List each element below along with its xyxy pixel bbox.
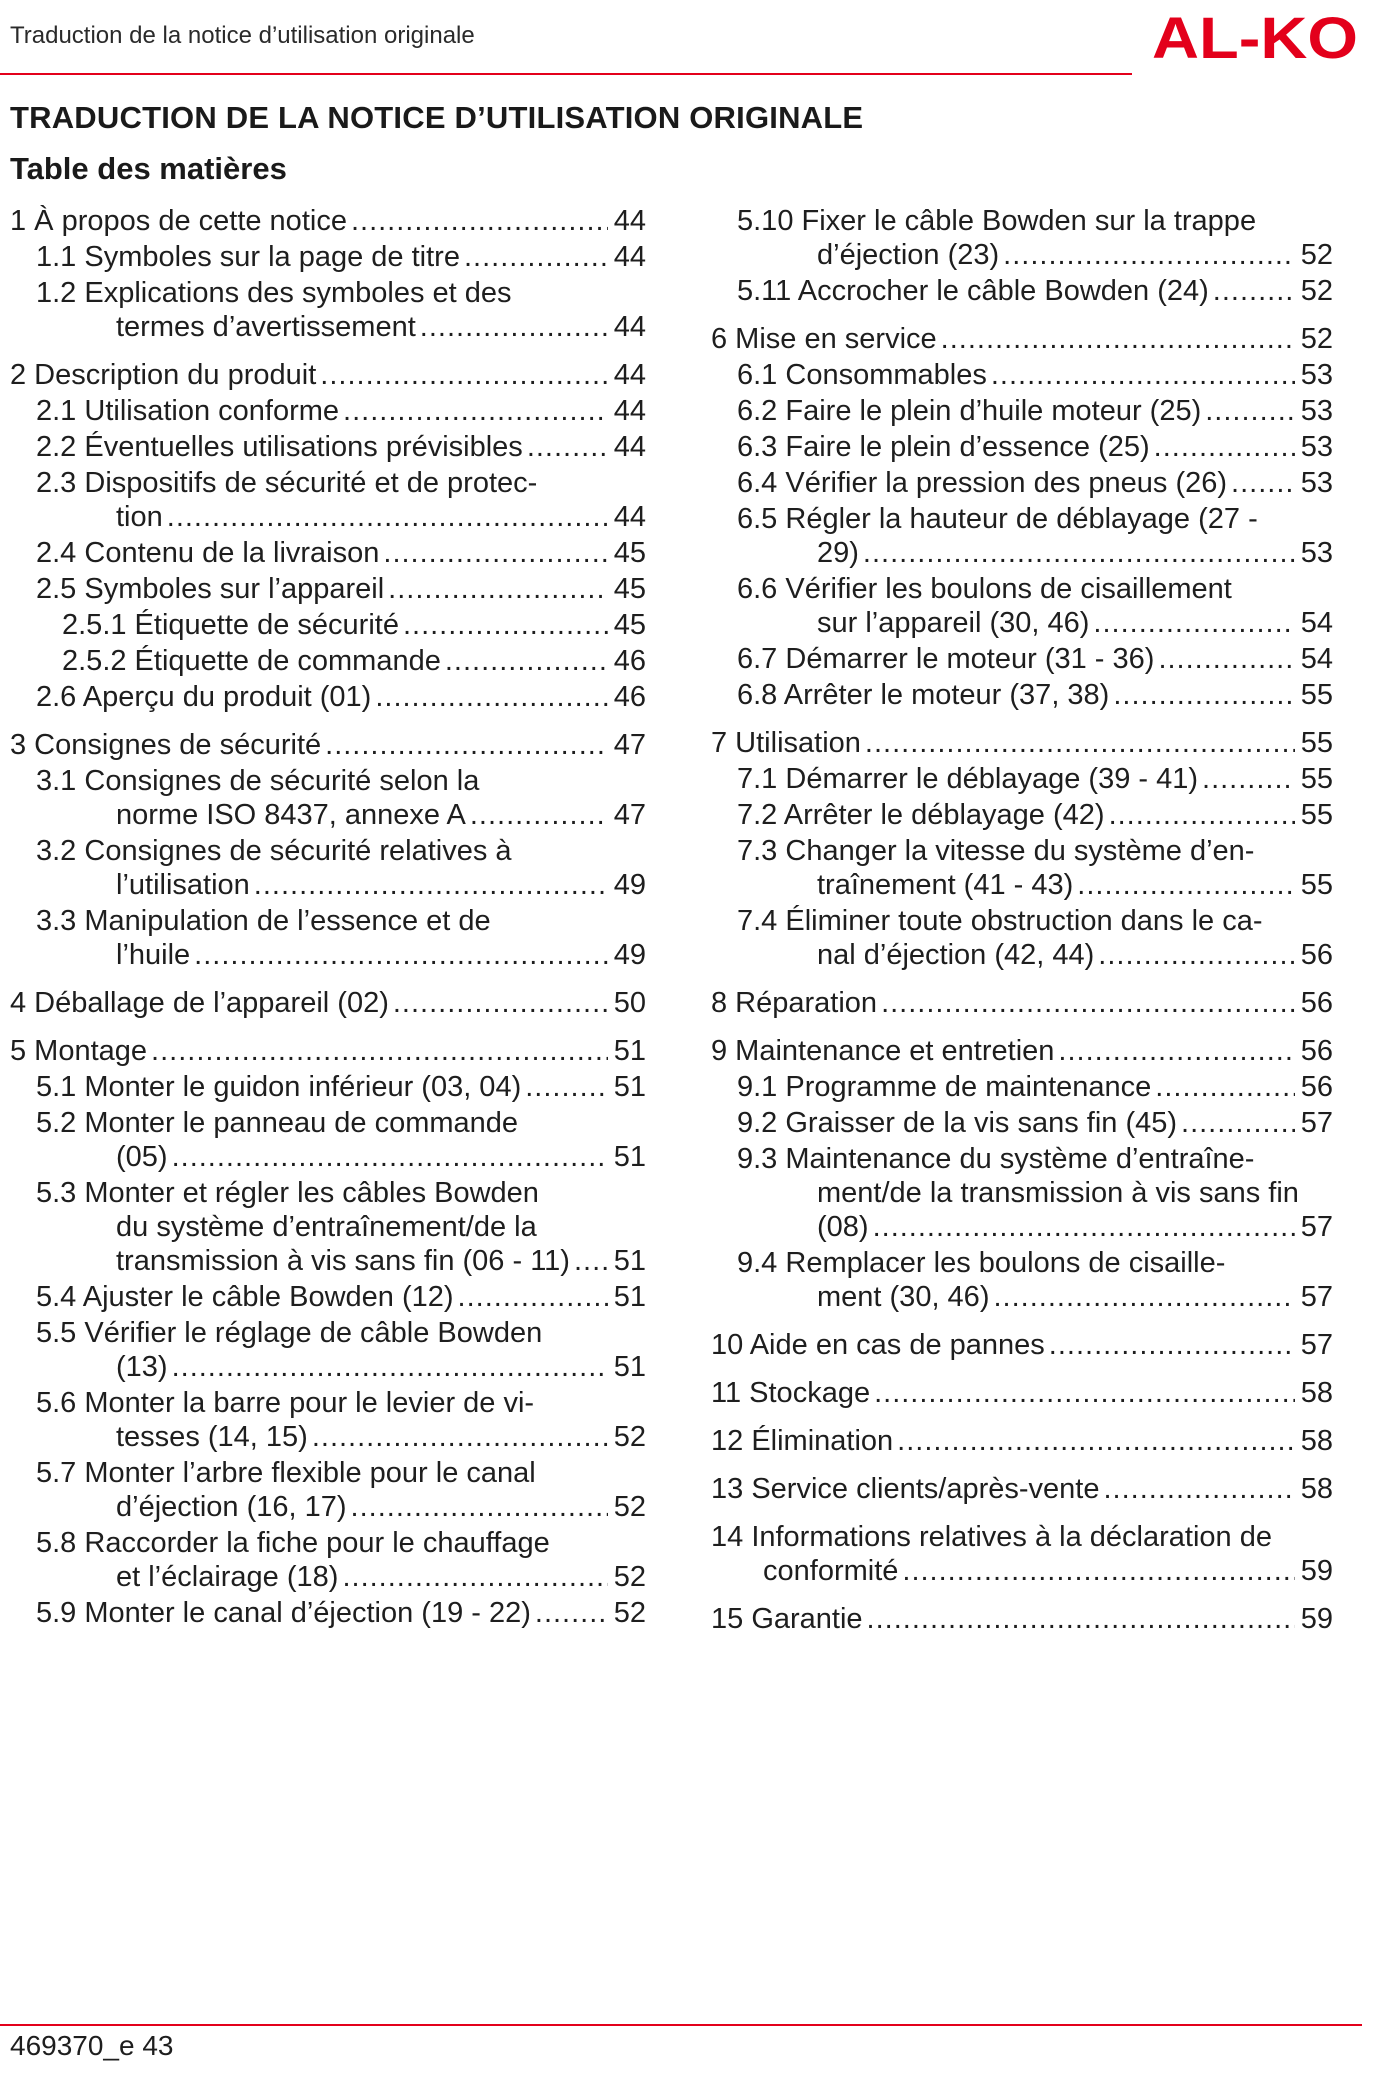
toc-entry[interactable] <box>711 502 1333 570</box>
toc-entry[interactable] <box>711 1424 1333 1458</box>
toc-entry-title: (05) <box>116 1141 168 1173</box>
toc-entry-title: 1 À propos de cette notice <box>10 205 347 237</box>
toc-entry-title: 5.10 Fixer le câble Bowden sur la trappe <box>737 205 1257 237</box>
toc-entry-title: 2.4 Contenu de la livraison <box>36 537 380 569</box>
toc-entry-title: 2.6 Aperçu du produit (01) <box>36 681 372 713</box>
toc-entry-title: 5.8 Raccorder la fiche pour le chauffage <box>36 1527 550 1559</box>
toc-page-number: 52 <box>613 1421 646 1453</box>
toc-entry[interactable] <box>711 1106 1333 1140</box>
toc-leader-dots <box>470 798 608 832</box>
toc-leader-dots <box>383 536 607 570</box>
toc-entry-title: ment/de la transmission à vis sans fin <box>817 1177 1299 1209</box>
toc-entry-title: 2.3 Dispositifs de sécurité et de protec- <box>36 467 538 499</box>
toc-leader-dots <box>1181 1106 1295 1140</box>
toc-page-number: 59 <box>1300 1603 1333 1635</box>
toc-entry[interactable] <box>10 466 646 534</box>
header-rule <box>0 73 1132 75</box>
toc-leader-dots <box>1154 430 1295 464</box>
toc-entry-title: norme ISO 8437, annexe A <box>116 799 466 831</box>
toc-entry[interactable] <box>10 536 646 570</box>
toc-column-left <box>10 204 646 1630</box>
toc-leader-dots <box>991 358 1295 392</box>
toc-leader-dots <box>351 204 608 238</box>
toc-leader-dots <box>867 1602 1295 1636</box>
toc-page-number: 55 <box>1300 763 1333 795</box>
toc-entry-title: 3.3 Manipulation de l’essence et de <box>36 905 491 937</box>
toc-entry-title: 4 Déballage de l’appareil (02) <box>10 987 389 1019</box>
toc-page-number: 57 <box>1300 1329 1333 1361</box>
toc-entry-title: 2.5.2 Étiquette de commande <box>62 645 441 677</box>
toc-entry-title: 3 Consignes de sécurité <box>10 729 322 761</box>
toc-entry-title: 8 Réparation <box>711 987 878 1019</box>
toc-page-number: 53 <box>1300 467 1333 499</box>
toc-entry[interactable] <box>10 572 646 606</box>
alko-logo <box>1148 8 1362 68</box>
toc-entry-title: transmission à vis sans fin (06 - 11) <box>116 1245 570 1277</box>
toc-entry-title: 14 Informations relatives à la déclaration de <box>711 1521 1272 1553</box>
toc-leader-dots <box>151 1034 608 1068</box>
toc-page-number: 53 <box>1300 537 1333 569</box>
toc-entry-title: sur l’appareil (30, 46) <box>817 607 1090 639</box>
toc-column-right <box>711 204 1333 1636</box>
toc-leader-dots <box>342 1560 607 1594</box>
toc-entry-title: 5.3 Monter et régler les câbles Bowden <box>36 1177 539 1209</box>
toc-leader-dots <box>535 1596 608 1630</box>
toc-page-number: 44 <box>613 311 646 343</box>
toc-page-number: 53 <box>1300 431 1333 463</box>
toc-entry-title: 29) <box>817 537 859 569</box>
toc-entry-title: tion <box>116 501 163 533</box>
toc-entry-title: 5 Montage <box>10 1035 148 1067</box>
toc-leader-dots <box>445 644 608 678</box>
toc-entry-title: 7.1 Démarrer le déblayage (39 - 41) <box>737 763 1199 795</box>
toc-entry[interactable] <box>711 1520 1333 1588</box>
toc-leader-dots <box>1113 678 1294 712</box>
toc-entry-title: 7.2 Arrêter le déblayage (42) <box>737 799 1105 831</box>
toc-leader-dots <box>1231 466 1295 500</box>
toc-page-number: 55 <box>1300 799 1333 831</box>
toc-entry-title: (13) <box>116 1351 168 1383</box>
toc-entry-title: 5.1 Monter le guidon inférieur (03, 04) <box>36 1071 522 1103</box>
toc-leader-dots <box>393 986 608 1020</box>
toc-leader-dots <box>172 1350 608 1384</box>
toc-page-number: 52 <box>1300 239 1333 271</box>
toc-entry-title: 6 Mise en service <box>711 323 937 355</box>
toc-page-number: 56 <box>1300 987 1333 1019</box>
toc-entry[interactable] <box>711 1328 1333 1362</box>
running-title: Traduction de la notice d’utilisation originale <box>10 22 475 49</box>
toc-entry-title: 6.7 Démarrer le moteur (31 - 36) <box>737 643 1155 675</box>
toc-page-number: 56 <box>1300 1035 1333 1067</box>
toc-entry-title: 2.2 Éventuelles utilisations prévisibles <box>36 431 523 463</box>
toc-leader-dots <box>525 1070 608 1104</box>
toc-entry[interactable] <box>10 904 646 972</box>
toc-leader-dots <box>865 726 1295 760</box>
toc-entry-title: 5.11 Accrocher le câble Bowden (24) <box>737 275 1209 307</box>
toc-page-number: 47 <box>613 729 646 761</box>
toc-leader-dots <box>351 1490 608 1524</box>
toc-leader-dots <box>993 1280 1294 1314</box>
toc-entry-title: l’huile <box>116 939 191 971</box>
toc-page-number: 56 <box>1300 1071 1333 1103</box>
toc-page-number: 46 <box>613 681 646 713</box>
toc-page-number: 45 <box>613 537 646 569</box>
toc-page-number: 51 <box>613 1281 646 1313</box>
toc-page-number: 57 <box>1300 1281 1333 1313</box>
toc-heading: Table des matières <box>10 151 287 186</box>
toc-leader-dots <box>897 1424 1295 1458</box>
toc-leader-dots <box>902 1554 1294 1588</box>
toc-entry-title: 2.5.1 Étiquette de sécurité <box>62 609 399 641</box>
toc-entry[interactable] <box>10 1280 646 1314</box>
toc-entry[interactable] <box>711 798 1333 832</box>
toc-leader-dots <box>1158 642 1294 676</box>
toc-leader-dots <box>1003 238 1295 272</box>
toc-entry-title: 7.3 Changer la vitesse du système d’en- <box>737 835 1255 867</box>
toc-leader-dots <box>388 572 608 606</box>
toc-entry[interactable] <box>711 642 1333 676</box>
toc-entry[interactable] <box>10 1596 646 1630</box>
toc-entry-title: traînement (41 - 43) <box>817 869 1074 901</box>
toc-entry-title: 9.3 Maintenance du système d’entraîne- <box>737 1143 1255 1175</box>
toc-entry[interactable] <box>10 394 646 428</box>
page-title: TRADUCTION DE LA NOTICE D’UTILISATION ORIGINALE <box>10 100 864 135</box>
toc-entry[interactable] <box>10 1456 646 1524</box>
toc-page-number: 56 <box>1300 939 1333 971</box>
toc-entry[interactable] <box>711 572 1333 640</box>
toc-page-number: 46 <box>613 645 646 677</box>
toc-entry-title: 1.2 Explications des symboles et des <box>36 277 512 309</box>
toc-entry-title: 5.9 Monter le canal d’éjection (19 - 22) <box>36 1597 531 1629</box>
toc-page-number: 44 <box>613 359 646 391</box>
toc-page-number: 52 <box>613 1491 646 1523</box>
toc-entry-title: (08) <box>817 1211 869 1243</box>
toc-leader-dots <box>375 680 607 714</box>
toc-entry[interactable] <box>711 1070 1333 1104</box>
toc-page-number: 52 <box>613 1561 646 1593</box>
toc-entry-title: termes d’avertissement <box>116 311 416 343</box>
toc-page-number: 51 <box>613 1245 646 1277</box>
toc-entry-title: 3.2 Consignes de sécurité relatives à <box>36 835 512 867</box>
toc-page-number: 47 <box>613 799 646 831</box>
toc-entry[interactable] <box>711 1034 1333 1068</box>
toc-page-number: 51 <box>613 1141 646 1173</box>
toc-leader-dots <box>1109 798 1295 832</box>
toc-entry[interactable] <box>711 358 1333 392</box>
toc-leader-dots <box>1058 1034 1294 1068</box>
alko-logo-text: AL-KO <box>1152 8 1358 68</box>
toc-entry[interactable] <box>711 466 1333 500</box>
toc-page-number: 51 <box>613 1351 646 1383</box>
toc-leader-dots <box>873 1210 1295 1244</box>
toc-entry[interactable] <box>711 274 1333 308</box>
toc-entry[interactable] <box>10 1386 646 1454</box>
toc-entry[interactable] <box>10 680 646 714</box>
toc-entry-title: d’éjection (16, 17) <box>116 1491 347 1523</box>
toc-page-number: 54 <box>1300 607 1333 639</box>
toc-leader-dots <box>458 1280 608 1314</box>
toc-page-number: 52 <box>1300 323 1333 355</box>
toc-entry-title: 10 Aide en cas de pannes <box>711 1329 1045 1361</box>
toc-entry[interactable] <box>10 1070 646 1104</box>
toc-entry-title: d’éjection (23) <box>817 239 1000 271</box>
toc-leader-dots <box>1202 762 1295 796</box>
toc-page-number: 58 <box>1300 1377 1333 1409</box>
toc-entry-title: 15 Garantie <box>711 1603 863 1635</box>
toc-leader-dots <box>1103 1472 1294 1506</box>
toc-leader-dots <box>312 1420 608 1454</box>
toc-entry[interactable] <box>711 986 1333 1020</box>
toc-page-number: 51 <box>613 1035 646 1067</box>
toc-page-number: 55 <box>1300 727 1333 759</box>
toc-entry[interactable] <box>10 240 646 274</box>
toc-leader-dots <box>941 322 1295 356</box>
toc-entry-title: et l’éclairage (18) <box>116 1561 339 1593</box>
toc-entry[interactable] <box>10 608 646 642</box>
toc-page-number: 44 <box>613 241 646 273</box>
toc-entry[interactable] <box>10 1316 646 1384</box>
toc-entry-title: 9.4 Remplacer les boulons de cisaille- <box>737 1247 1226 1279</box>
toc-page-number: 45 <box>613 573 646 605</box>
toc-entry-title: 7 Utilisation <box>711 727 861 759</box>
toc-entry-title: 1.1 Symboles sur la page de titre <box>36 241 460 273</box>
toc-leader-dots <box>1093 606 1294 640</box>
toc-entry-title: 2.1 Utilisation conforme <box>36 395 340 427</box>
toc-page-number: 55 <box>1300 679 1333 711</box>
toc-page-number: 51 <box>613 1071 646 1103</box>
toc-entry[interactable] <box>711 834 1333 902</box>
toc-leader-dots <box>527 430 608 464</box>
toc-entry-title: ment (30, 46) <box>817 1281 990 1313</box>
toc-leader-dots <box>1205 394 1294 428</box>
toc-entry-title: 5.6 Monter la barre pour le levier de vi- <box>36 1387 535 1419</box>
toc-entry[interactable] <box>10 204 646 238</box>
toc-page-number: 58 <box>1300 1473 1333 1505</box>
toc-leader-dots <box>464 240 608 274</box>
toc-leader-dots <box>574 1244 608 1278</box>
toc-entry[interactable] <box>10 834 646 902</box>
toc-leader-dots <box>403 608 608 642</box>
toc-entry[interactable] <box>711 430 1333 464</box>
toc-page-number: 55 <box>1300 869 1333 901</box>
toc-entry-title: 11 Stockage <box>711 1377 871 1409</box>
toc-page-number: 44 <box>613 205 646 237</box>
toc-leader-dots <box>881 986 1295 1020</box>
toc-entry[interactable] <box>10 728 646 762</box>
toc-entry[interactable] <box>711 726 1333 760</box>
toc-entry-title: 9.1 Programme de maintenance <box>737 1071 1152 1103</box>
toc-entry-title: 5.2 Monter le panneau de commande <box>36 1107 519 1139</box>
toc-leader-dots <box>343 394 608 428</box>
toc-entry-title: 13 Service clients/après-vente <box>711 1473 1100 1505</box>
toc-entry[interactable] <box>711 322 1333 356</box>
toc-entry-title: 2.5 Symboles sur l’appareil <box>36 573 385 605</box>
toc-entry-title: 2 Description du produit <box>10 359 317 391</box>
toc-entry-title: 5.5 Vérifier le réglage de câble Bowden <box>36 1317 543 1349</box>
toc-page-number: 49 <box>613 869 646 901</box>
toc-entry-title: 9.2 Graisser de la vis sans fin (45) <box>737 1107 1178 1139</box>
toc-page-number: 44 <box>613 431 646 463</box>
toc-page-number: 53 <box>1300 395 1333 427</box>
toc-entry-title: 6.4 Vérifier la pression des pneus (26) <box>737 467 1228 499</box>
toc-entry-title: 6.6 Vérifier les boulons de cisaillement <box>737 573 1232 605</box>
toc-entry-title: du système d’entraînement/de la <box>116 1211 537 1243</box>
toc-leader-dots <box>254 868 608 902</box>
toc-entry-title: conformité <box>763 1555 899 1587</box>
toc-entry[interactable] <box>10 1034 646 1068</box>
toc-entry[interactable] <box>711 394 1333 428</box>
toc-entry[interactable] <box>711 678 1333 712</box>
toc-leader-dots <box>1213 274 1295 308</box>
toc-page-number: 59 <box>1300 1555 1333 1587</box>
toc-entry[interactable] <box>711 204 1333 272</box>
toc-entry[interactable] <box>10 1526 646 1594</box>
toc-entry-title: 5.7 Monter l’arbre flexible pour le canal <box>36 1457 536 1489</box>
toc-leader-dots <box>1155 1070 1294 1104</box>
toc-page-number: 45 <box>613 609 646 641</box>
toc-leader-dots <box>1098 938 1294 972</box>
toc-entry[interactable] <box>711 1602 1333 1636</box>
toc-entry[interactable] <box>10 1176 646 1278</box>
toc-leader-dots <box>1049 1328 1295 1362</box>
toc-page-number: 54 <box>1300 643 1333 675</box>
toc-entry[interactable] <box>10 644 646 678</box>
toc-entry[interactable] <box>10 358 646 392</box>
toc-entry-title: 7.4 Éliminer toute obstruction dans le ca- <box>737 905 1263 937</box>
toc-entry-title: 9 Maintenance et entretien <box>711 1035 1055 1067</box>
footer-rule <box>0 2024 1362 2026</box>
toc-entry-title: 6.3 Faire le plein d’essence (25) <box>737 431 1150 463</box>
toc-page-number: 44 <box>613 501 646 533</box>
toc-entry-title: l’utilisation <box>116 869 250 901</box>
toc-leader-dots <box>194 938 608 972</box>
toc-page-number: 50 <box>613 987 646 1019</box>
toc-page-number: 57 <box>1300 1107 1333 1139</box>
toc-entry[interactable] <box>10 276 646 344</box>
toc-entry-title: 6.2 Faire le plein d’huile moteur (25) <box>737 395 1202 427</box>
toc-leader-dots <box>420 310 608 344</box>
toc-leader-dots <box>1077 868 1294 902</box>
page-footer: 469370_e 43 <box>10 2030 174 2061</box>
toc-entry[interactable] <box>711 762 1333 796</box>
toc-entry[interactable] <box>711 1376 1333 1410</box>
toc-leader-dots <box>320 358 607 392</box>
toc-entry[interactable] <box>10 986 646 1020</box>
toc-entry[interactable] <box>711 1472 1333 1506</box>
toc-page-number: 52 <box>1300 275 1333 307</box>
toc-page-number: 49 <box>613 939 646 971</box>
toc-leader-dots <box>172 1140 608 1174</box>
toc-page-number: 52 <box>613 1597 646 1629</box>
toc-entry[interactable] <box>711 1246 1333 1314</box>
toc-page-number: 57 <box>1300 1211 1333 1243</box>
toc-leader-dots <box>167 500 608 534</box>
toc-entry[interactable] <box>10 764 646 832</box>
toc-entry[interactable] <box>10 430 646 464</box>
toc-entry-title: 6.1 Consommables <box>737 359 987 391</box>
toc-leader-dots <box>863 536 1295 570</box>
toc-entry-title: nal d’éjection (42, 44) <box>817 939 1095 971</box>
toc-entry-title: tesses (14, 15) <box>116 1421 308 1453</box>
toc-entry-title: 6.8 Arrêter le moteur (37, 38) <box>737 679 1110 711</box>
toc-page-number: 53 <box>1300 359 1333 391</box>
toc-entry-title: 3.1 Consignes de sécurité selon la <box>36 765 480 797</box>
toc-entry-title: 5.4 Ajuster le câble Bowden (12) <box>36 1281 454 1313</box>
toc-entry-title: 12 Élimination <box>711 1425 894 1457</box>
toc-entry[interactable] <box>711 1142 1333 1244</box>
toc-page-number: 44 <box>613 395 646 427</box>
toc-entry[interactable] <box>10 1106 646 1174</box>
toc-leader-dots <box>325 728 608 762</box>
toc-entry[interactable] <box>711 904 1333 972</box>
toc-page-number: 58 <box>1300 1425 1333 1457</box>
toc-leader-dots <box>874 1376 1295 1410</box>
toc-entry-title: 6.5 Régler la hauteur de déblayage (27 - <box>737 503 1258 535</box>
